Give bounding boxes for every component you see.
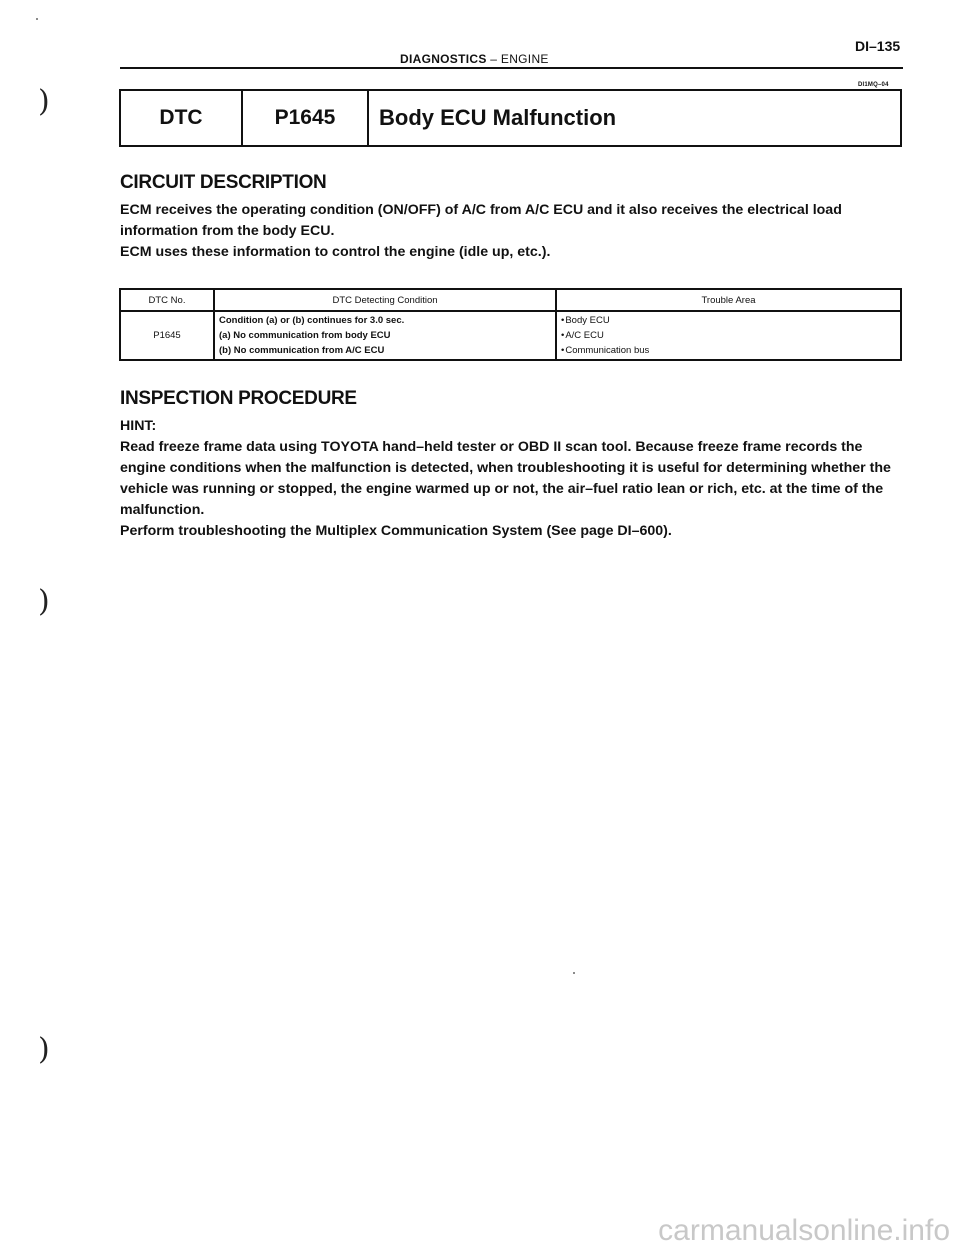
dtc-table (119, 288, 902, 361)
circuit-description-heading: CIRCUIT DESCRIPTION (120, 172, 327, 193)
table-header-cell: Trouble Area (556, 289, 901, 311)
dtc-title-box (119, 89, 902, 147)
margin-bracket-mark: ) (38, 584, 50, 619)
document-code: DI1MQ–04 (858, 82, 889, 88)
condition-line: Condition (a) or (b) continues for 3.0 sec. (219, 315, 405, 326)
trouble-area-cell (556, 311, 901, 360)
bullet-icon: • (561, 345, 565, 356)
dtc-number-cell: P1645 (120, 311, 214, 360)
condition-line: (b) No communication from A/C ECU (219, 345, 385, 356)
scan-speck (36, 18, 38, 20)
trouble-area-item (561, 313, 896, 328)
header-separator: – (490, 52, 498, 66)
inspection-paragraph: Perform troubleshooting the Multiplex Communication System (See page DI–600). (120, 523, 672, 539)
dtc-label: DTC (121, 91, 243, 145)
table-header-cell: DTC Detecting Condition (214, 289, 556, 311)
inspection-procedure-body (120, 416, 905, 542)
condition-line: (a) No communication from body ECU (219, 330, 391, 341)
table-header-row (120, 289, 901, 311)
table-header-cell: DTC No. (120, 289, 214, 311)
page-number: DI–135 (855, 38, 901, 54)
dtc-code: P1645 (243, 91, 369, 145)
watermark-text: carmanualsonline.info (658, 1214, 950, 1247)
circuit-paragraph: ECM receives the operating condition (ON/OFF) of A/C from A/C ECU and it also receives the electrical load information from the body ECU. (120, 202, 842, 239)
table-row (120, 311, 901, 360)
header-section-label: DIAGNOSTICS (400, 52, 487, 66)
header-rule (120, 67, 903, 69)
margin-bracket-mark: ) (38, 1032, 50, 1067)
dtc-title: Body ECU Malfunction (379, 105, 617, 130)
bullet-icon: • (561, 330, 565, 341)
trouble-area-item (561, 328, 896, 343)
inspection-procedure-heading: INSPECTION PROCEDURE (120, 388, 357, 409)
trouble-area-text: Body ECU (565, 315, 610, 326)
scan-speck (573, 972, 575, 974)
hint-label: HINT: (120, 418, 157, 434)
detecting-condition-cell (214, 311, 556, 360)
circuit-description-body (120, 200, 905, 263)
trouble-area-text: A/C ECU (565, 330, 604, 341)
header-subsection-label: ENGINE (500, 52, 549, 66)
trouble-area-item (561, 343, 896, 358)
margin-bracket-mark: ) (38, 84, 50, 119)
inspection-paragraph: Read freeze frame data using TOYOTA hand–held tester or OBD II scan tool. Because freeze frame records the engine conditions when the malfunction is detected, when troubleshooting it is useful for determining whether the vehicle was running or stopped, the engine warmed up or not, the air–fuel ratio lean or rich, etc. at the time of the malfunction. (120, 439, 891, 518)
trouble-area-text: Communication bus (565, 345, 650, 356)
circuit-paragraph: ECM uses these information to control the engine (idle up, etc.). (120, 244, 551, 260)
bullet-icon: • (561, 315, 565, 326)
header-section-title (400, 52, 549, 66)
